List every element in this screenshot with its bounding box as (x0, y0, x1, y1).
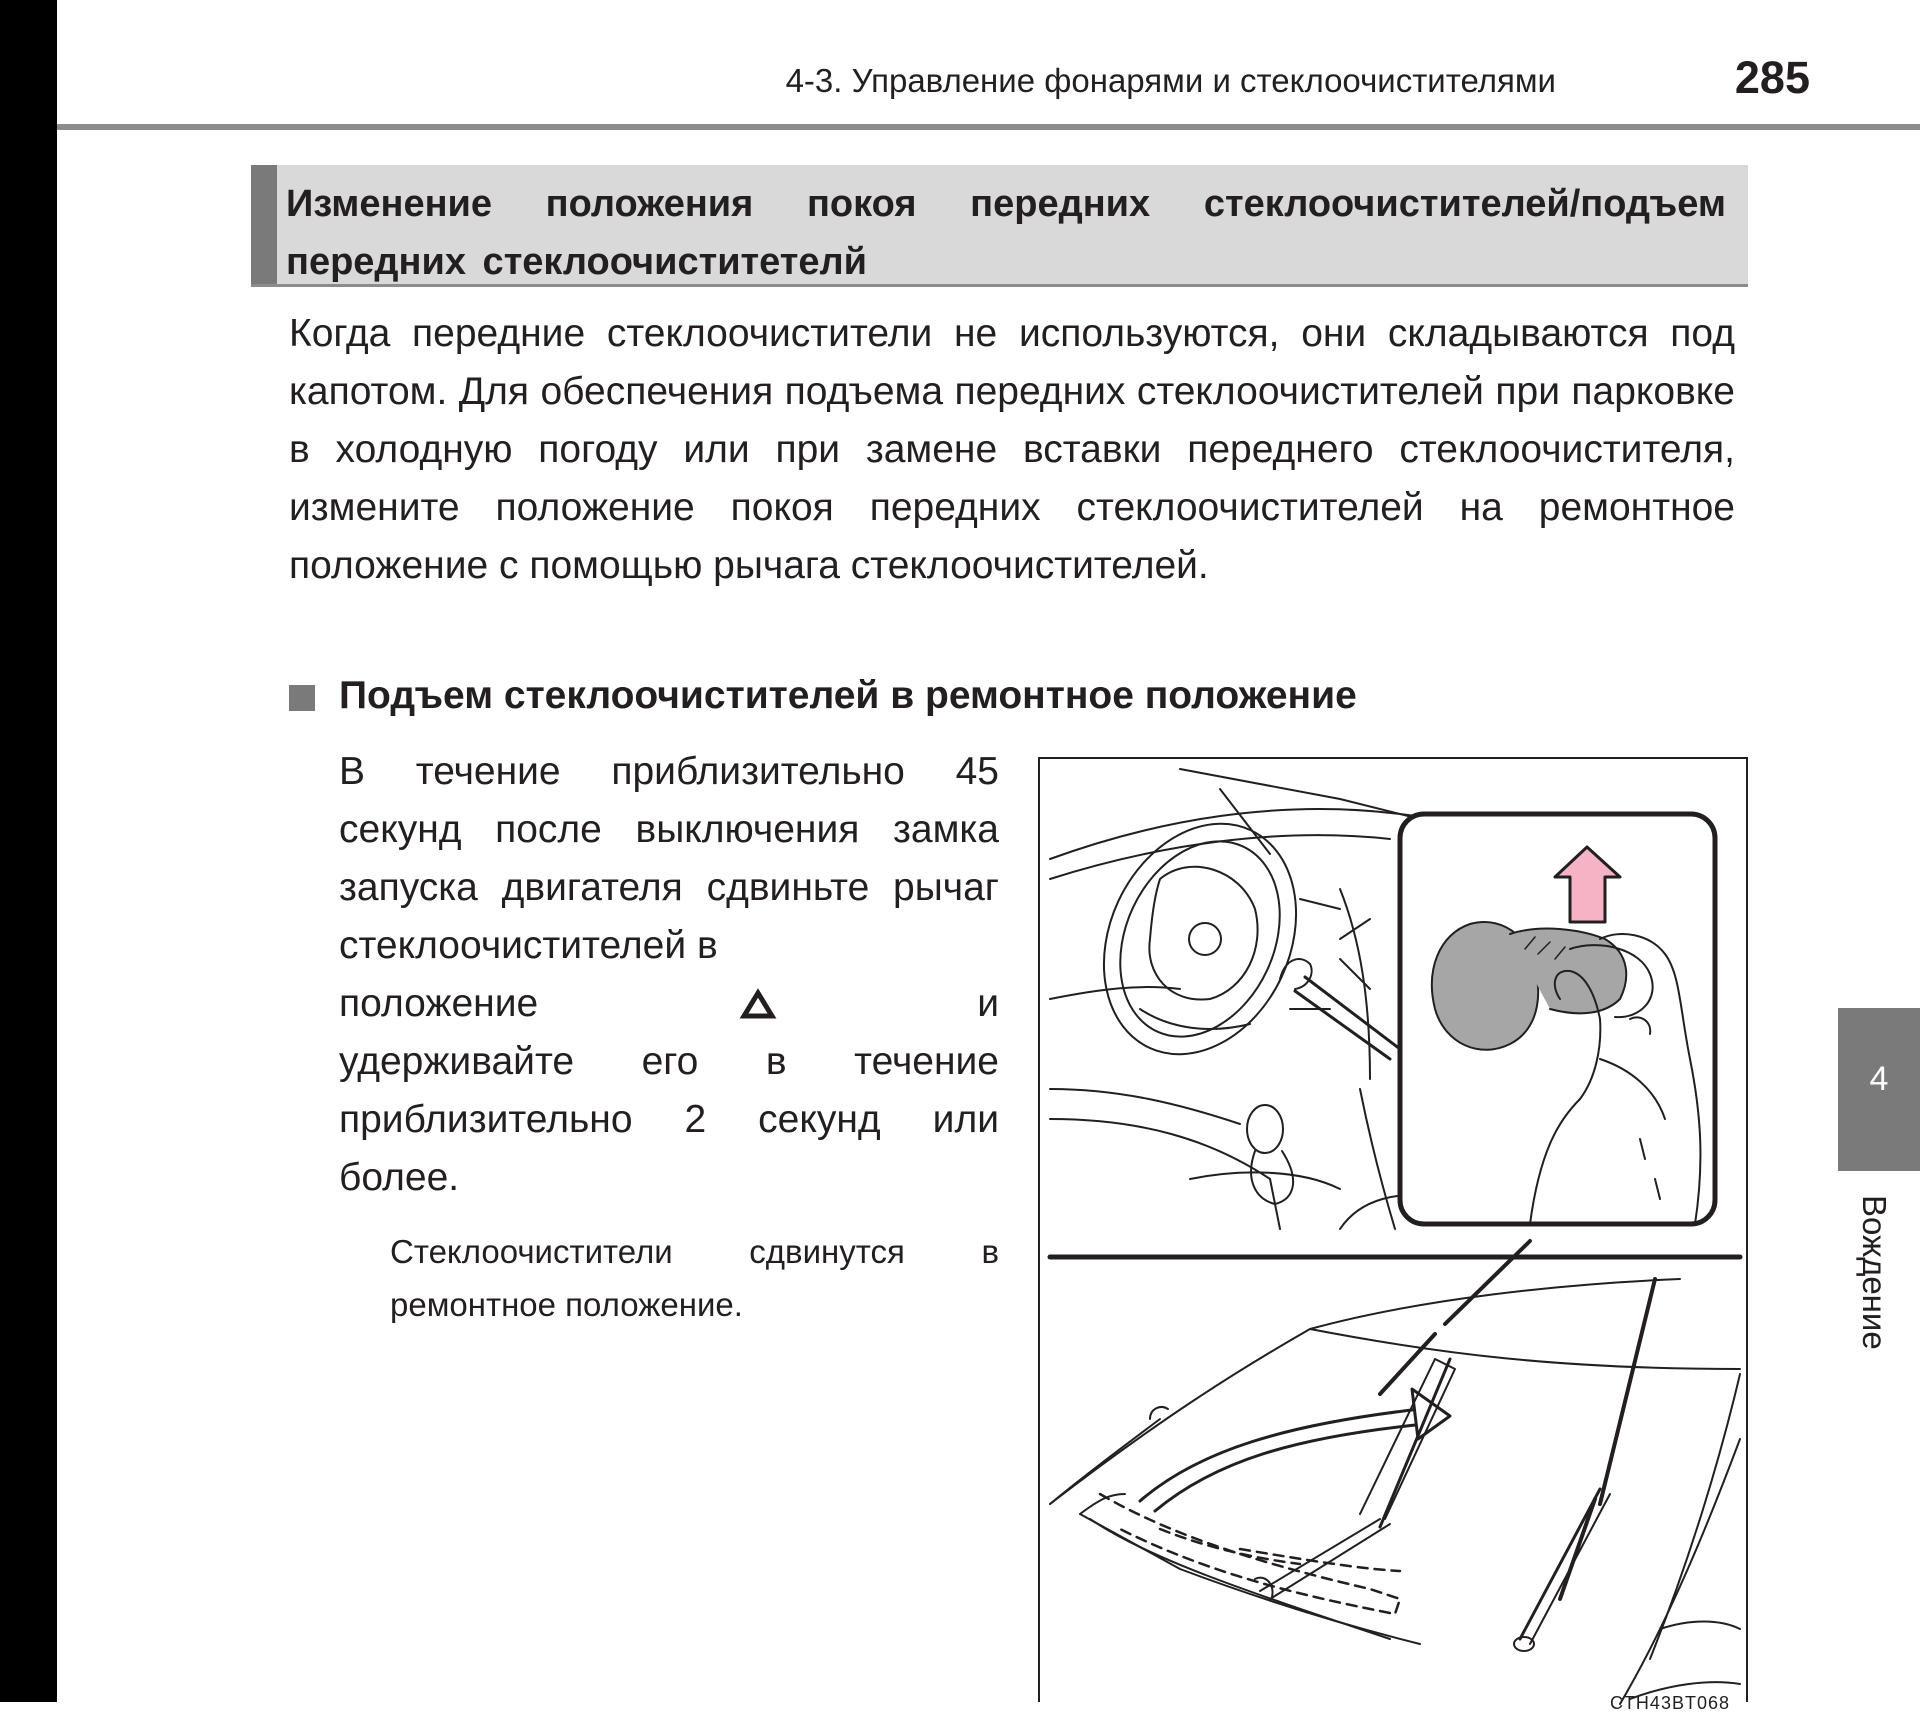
intro-paragraph: Когда передние стеклоочистители не используются, они складываются под капотом. Для обеспечения подъема передних стеклоочистителей при парковке в холодную погоду или при замене вставки переднего стеклоочистителя, измените положение покоя передних стеклоочистителей на ремонтное положение с помощью рычага стеклоочистителей. (289, 312, 1735, 587)
step-instructions (339, 743, 999, 1207)
chapter-tab (1838, 1008, 1920, 1171)
chapter-number: 4 (1869, 1060, 1889, 1098)
section-title-box (251, 165, 1748, 287)
bullet-square-icon (289, 685, 315, 711)
chapter-label: Вождение (1856, 1195, 1893, 1350)
subheading-title: Подъем стеклоочистителей в ремонтное положение (339, 674, 1357, 717)
windshield-wipers-icon (1050, 1241, 1740, 1704)
step-text-after: удерживайте его в течение приблизительно 2 секунд или более. (339, 1040, 999, 1199)
triangle-up-outline-icon (741, 989, 775, 1019)
page-number: 285 (1734, 52, 1810, 103)
subheading (289, 671, 1689, 721)
title-accent-bar (251, 165, 277, 284)
step-position-line (339, 975, 999, 1033)
illustration-drawing (1040, 759, 1746, 1704)
step-text-before: В течение приблизительно 45 секунд после выключения замка запуска двигателя сдвиньте рычаг стеклоочистителей в (339, 750, 999, 967)
step-word-position: положение (339, 982, 539, 1025)
page-header (57, 0, 1920, 130)
header-section-title: 4-3. Управление фонарями и стеклоочистителями (785, 62, 1556, 99)
header-divider (57, 124, 1920, 130)
wiper-illustration (1038, 757, 1748, 1713)
step-word-and: и (977, 982, 999, 1025)
figure-code: CTH43BT068 (1609, 1693, 1730, 1713)
step-result: Стеклоочистители сдвинутся в ремонтное положение. (390, 1233, 999, 1323)
section-title: Изменение положения покоя передних стеклоочистителей/подъем передних стеклоочиститетелй (286, 183, 1726, 283)
page-edge-bar (0, 0, 57, 1702)
